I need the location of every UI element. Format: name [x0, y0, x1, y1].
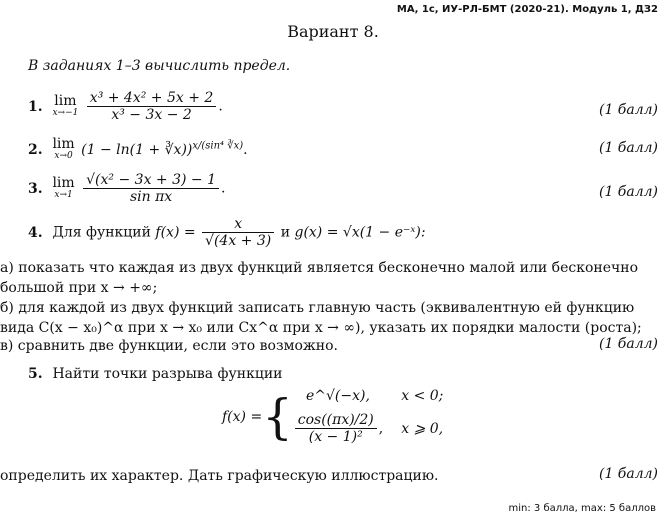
task-5-lead: Найти точки разрыва функции — [52, 366, 283, 382]
lim-sub: x→1 — [54, 189, 73, 200]
task-3-points: (1 балл) — [598, 184, 658, 200]
numerator: x — [234, 216, 243, 232]
document-header: МА, 1с, ИУ-РЛ-БМТ (2020-21). Модуль 1, ДЗ2 — [396, 4, 658, 15]
case-1-cond: x < 0; — [401, 388, 444, 404]
task-2-exponent: x/(sin⁴ ∛x) — [192, 140, 244, 152]
task-4b: б) для каждой из двух функций записать главную часть (эквивалентную ей функцию вида C(x − x₀)^α при x → x₀ или Cx^α при x → ∞), указать их порядки малости (роста); — [0, 300, 642, 336]
period: . — [218, 98, 223, 115]
f-def: f(x) = — [155, 224, 196, 241]
task-2-limit — [52, 138, 74, 162]
score-footer: min: 3 балла, max: 5 баллов — [508, 503, 656, 514]
task-4-number: 4. — [28, 224, 43, 241]
piecewise-function — [222, 388, 443, 445]
lim-word: lim — [52, 174, 75, 191]
task-2-base: (1 − ln(1 + ∛x)) — [81, 142, 193, 158]
lim-sub: x→0 — [54, 151, 73, 161]
task-1-fraction — [87, 90, 217, 123]
lim-sub: x→−1 — [52, 107, 79, 118]
task-4c: в) сравнить две функции, если это возможно. — [0, 338, 339, 354]
task-3-number: 3. — [28, 180, 43, 197]
task-2-number: 2. — [28, 142, 43, 158]
variant-title: Вариант 8. — [287, 22, 379, 41]
case-2-cond: x ⩾ 0, — [401, 420, 444, 437]
case-1-expr: e^√(−x), — [306, 388, 370, 404]
period: . — [221, 180, 226, 197]
numerator: cos((πx)/2) — [297, 412, 374, 428]
denominator: sin πx — [83, 188, 219, 205]
task-3-fraction — [83, 172, 219, 205]
f-def: f(x) = — [222, 408, 263, 425]
g-def: g(x) = √x(1 − e⁻ˣ): — [294, 224, 426, 241]
numerator: x³ + 4x² + 5x + 2 — [89, 90, 214, 106]
task-5-number: 5. — [28, 366, 43, 382]
task-3-limit — [52, 174, 75, 201]
f-fraction — [202, 216, 274, 249]
task-4-points: (1 балл) — [598, 336, 658, 352]
case-2-expr — [293, 412, 383, 445]
task-5-points: (1 балл) — [598, 466, 658, 482]
task-1-points: (1 балл) — [598, 102, 658, 118]
task-4a: а) показать что каждая из двух функций является бесконечно малой или бесконечно большой при x → +∞; — [0, 260, 639, 296]
task-1-number: 1. — [28, 98, 43, 115]
lim-word: lim — [54, 92, 77, 109]
task-5-header — [28, 366, 658, 382]
left-brace: { — [262, 388, 293, 445]
task-1 — [28, 90, 658, 123]
cases — [293, 388, 444, 445]
task-1-limit — [52, 92, 79, 119]
case-2-fraction — [295, 412, 377, 445]
task-3 — [28, 172, 658, 205]
denominator: √(4x + 3) — [202, 232, 274, 249]
period: . — [243, 142, 248, 158]
denominator: x³ − 3x − 2 — [87, 106, 217, 123]
task-2-points: (1 балл) — [598, 140, 658, 156]
comma: , — [378, 420, 384, 437]
conjunction: и — [280, 224, 291, 241]
lim-word: lim — [52, 136, 75, 152]
task-2 — [28, 138, 658, 162]
intro-text: В заданиях 1–3 вычислить предел. — [28, 58, 291, 74]
numerator: √(x² − 3x + 3) − 1 — [86, 172, 217, 188]
task-5-tail: определить их характер. Дать графическую иллюстрацию. — [0, 468, 439, 484]
task-4-header — [28, 216, 658, 249]
task-4-lead: Для функций — [52, 224, 151, 241]
denominator: (x − 1)² — [295, 428, 377, 445]
